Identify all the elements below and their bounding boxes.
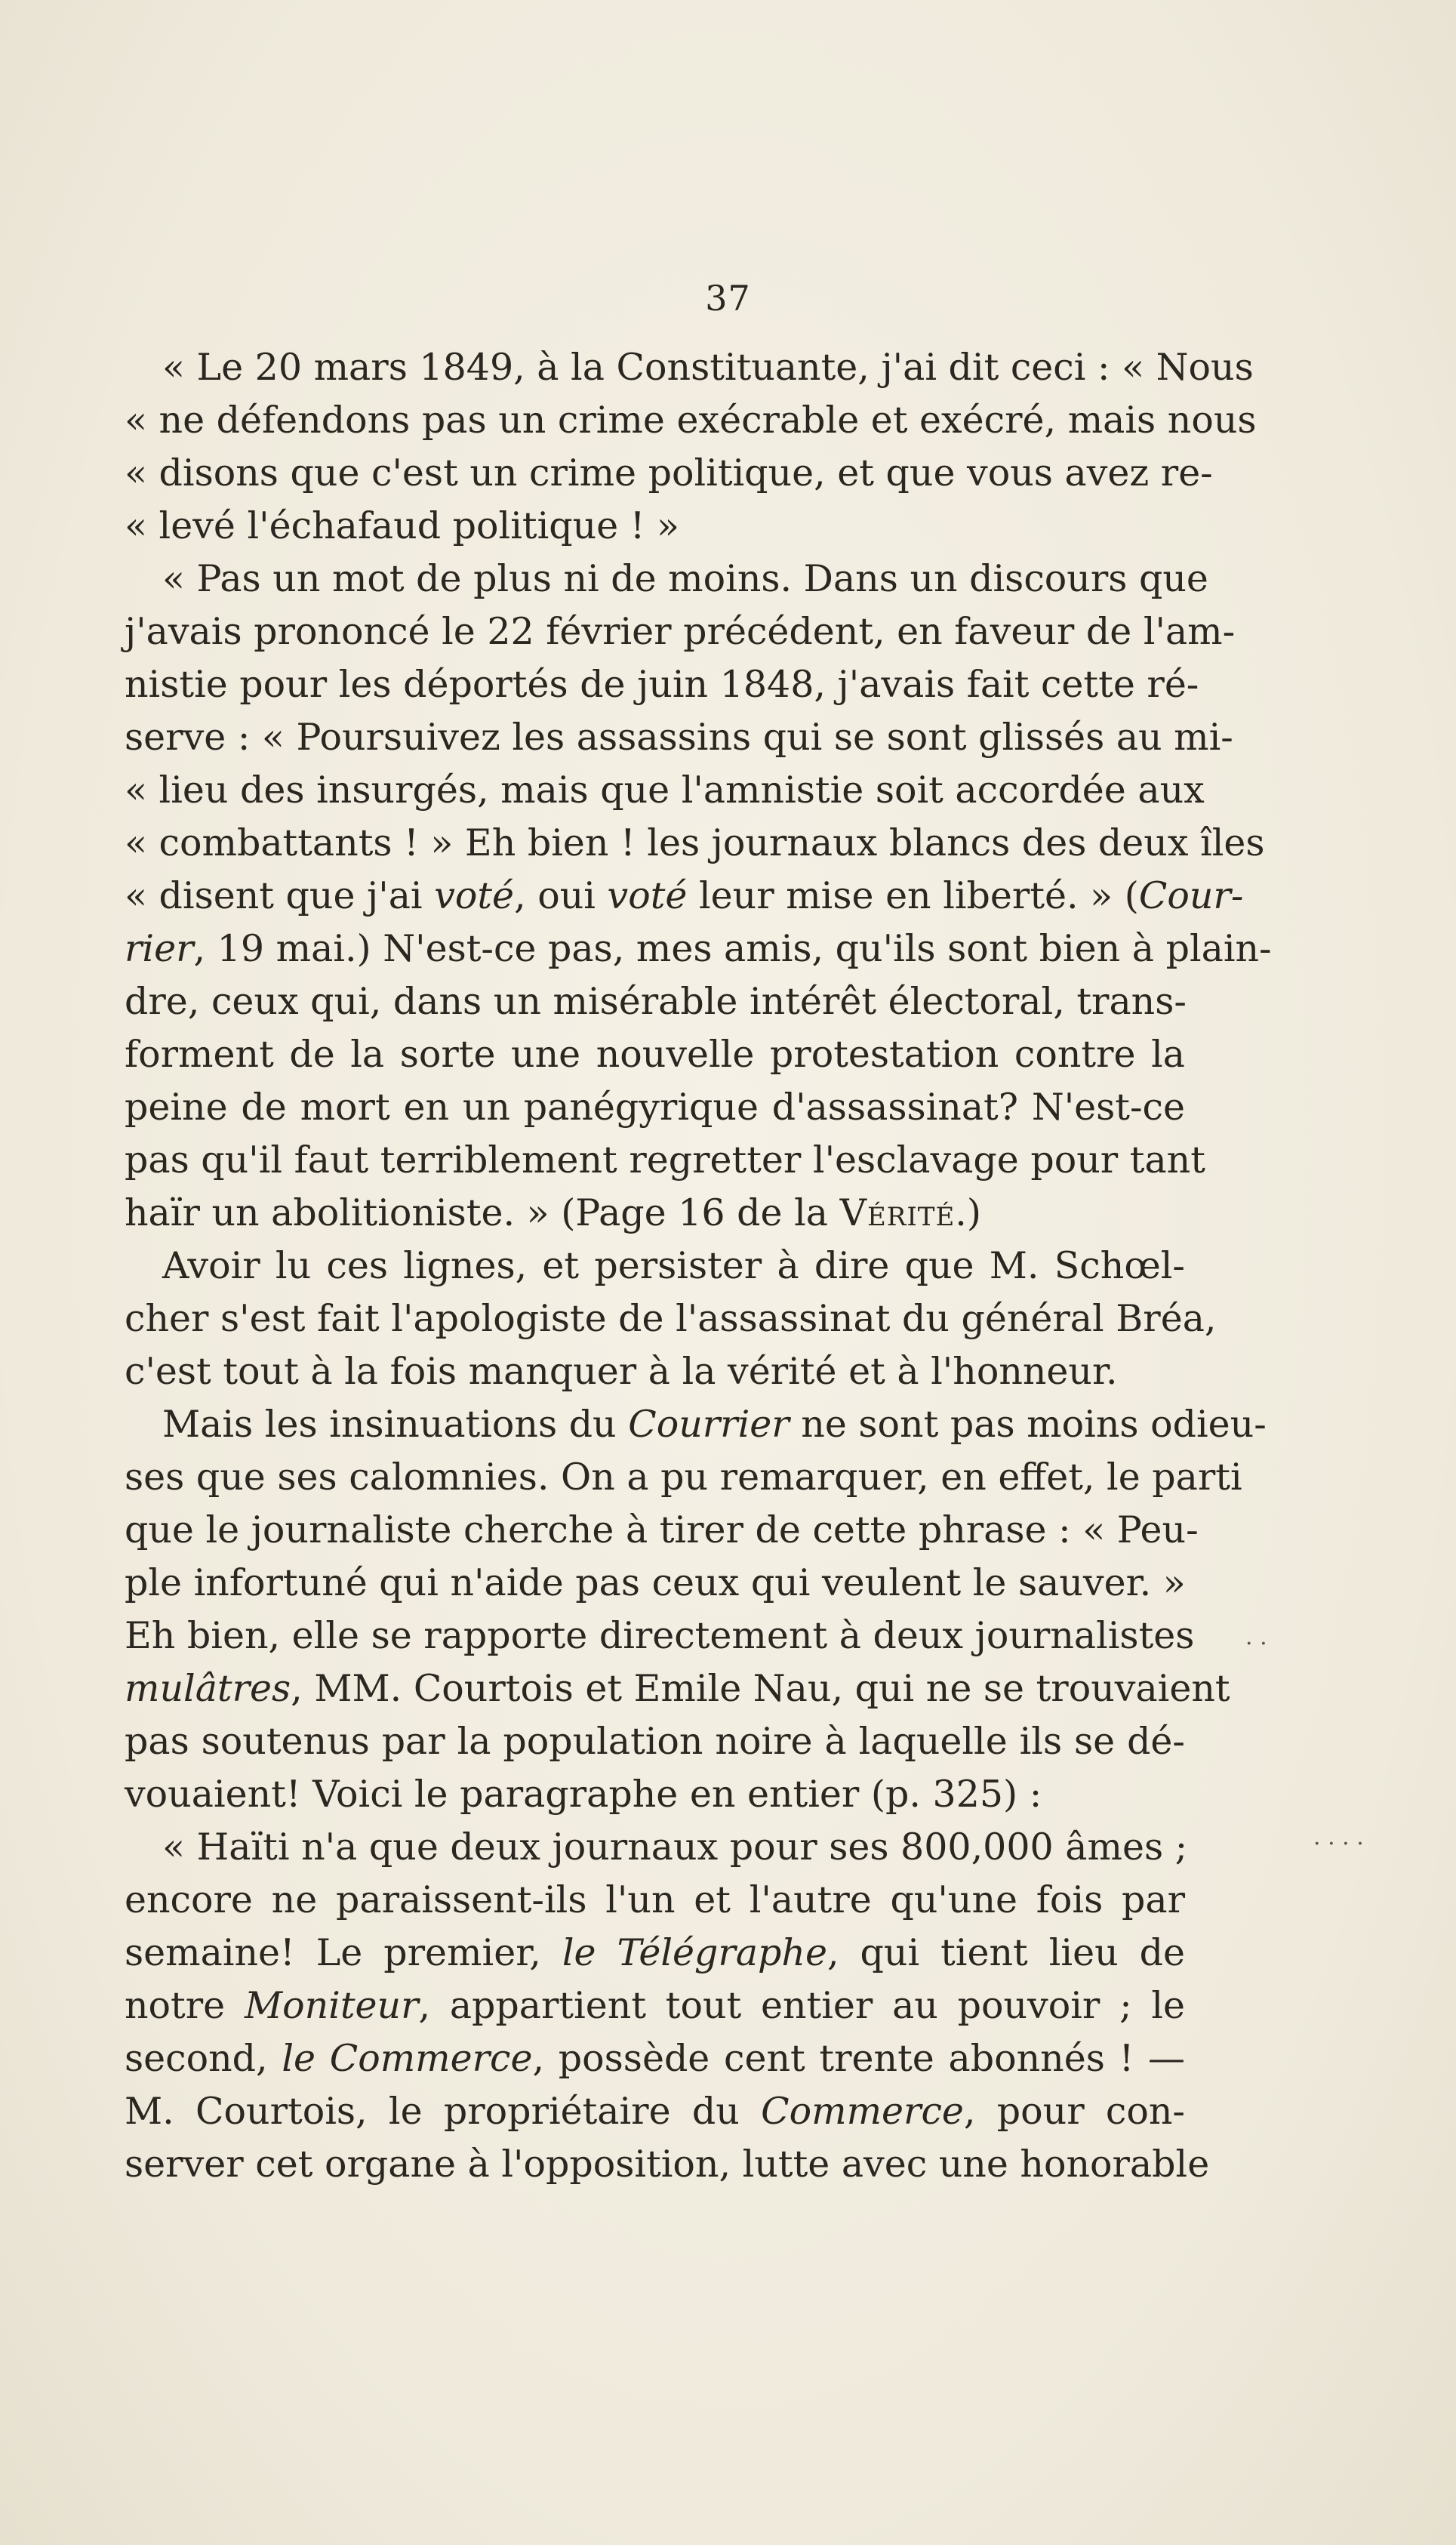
italic-text: Courrier [628,1403,790,1446]
text-line [125,711,1233,764]
text-segment: ses que ses calomnies. On a pu remarquer, en effet, le parti [125,1456,1242,1499]
italic-text: Cour- [1138,874,1244,917]
text-segment: Mais les insinuations du [162,1403,629,1446]
italic-text: voté [434,874,515,917]
text-line [125,1134,1205,1187]
text-segment: , possède cent trente abonnés ! — [532,2037,1185,2080]
text-segment: ne sont pas moins odieu- [789,1403,1267,1446]
text-segment: serve : « Poursuivez les assassins qui se sont glissés au mi- [125,716,1233,759]
text-segment: server cet organe à l'opposition, lutte avec une honorable [125,2143,1210,2186]
text-segment: , qui tient lieu de [827,1931,1185,1974]
text-line [125,1927,1185,1980]
text-segment: .) [955,1191,981,1234]
text-segment: c'est tout à la fois manquer à la vérité et à l'honneur. [125,1350,1118,1393]
text-segment: ple infortuné qui n'aide pas ceux qui veulent le sauver. » [125,1561,1186,1604]
text-segment: pas qu'il faut terriblement regretter l'esclavage pour tant [125,1138,1205,1182]
italic-text: Commerce [761,2090,964,2133]
page-number: 37 [705,278,751,319]
text-segment: semaine! Le premier, [125,1931,562,1974]
text-line [125,658,1199,711]
text-line [125,1768,1185,1821]
text-segment: forment de la sorte une nouvelle protestation contre la [125,1033,1185,1076]
text-segment: vouaient! Voici le paragraphe en entier (p. 325) : [125,1773,1042,1816]
text-line [125,1028,1185,1081]
text-line [125,1662,1230,1715]
text-segment: nistie pour les déportés de juin 1848, j'avais fait cette ré- [125,663,1199,706]
text-segment: cher s'est fait l'apologiste de l'assassinat du général Bréa, [125,1297,1217,1340]
margin-mark: · · · · [1313,1831,1364,1857]
italic-text: Moniteur [244,1984,419,2027]
text-segment: , pour con- [963,2090,1185,2133]
text-segment: « Haïti n'a que deux journaux pour ses 800,000 âmes ; [162,1826,1188,1869]
text-segment: « combattants ! » Eh bien ! les journaux blancs des deux îles [125,821,1265,864]
text-segment: Avoir lu ces lignes, et persister à dire que M. Schœl- [162,1244,1185,1287]
text-segment: « ne défendons pas un crime exécrable et exécré, mais nous [125,399,1257,442]
text-segment: M. Courtois, le propriétaire du [125,2090,762,2133]
text-segment: haïr un abolitioniste. » (Page 16 de la [125,1191,840,1234]
text-line [125,1980,1185,2032]
text-segment: , 19 mai.) N'est-ce pas, mes amis, qu'ils sont bien à plain- [193,927,1272,970]
text-line [125,1557,1185,1610]
text-line [125,2138,1210,2191]
text-segment: dre, ceux qui, dans un misérable intérêt électoral, trans- [125,980,1187,1023]
text-line [125,1345,1185,1398]
text-line [125,1874,1185,1927]
text-segment: « lieu des insurgés, mais que l'amnistie soit accordée aux [125,769,1205,812]
text-segment: second, [125,2037,282,2080]
text-segment: peine de mort en un panégyrique d'assassinat? N'est-ce [125,1086,1185,1129]
text-segment: « Pas un mot de plus ni de moins. Dans un discours que [162,557,1208,600]
text-line [125,2032,1185,2085]
text-segment: pas soutenus par la population noire à laquelle ils se dé- [125,1720,1185,1763]
text-line [125,817,1265,870]
text-line [125,1187,1185,1240]
text-line [125,870,1244,923]
text-line [125,1610,1195,1662]
text-segment: « levé l'échafaud politique ! » [125,504,679,547]
text-segment: , MM. Courtois et Emile Nau, qui ne se trouvaient [291,1667,1230,1710]
text-segment: leur mise en liberté. » ( [687,874,1139,917]
text-line [125,394,1257,447]
text-line [125,975,1185,1028]
text-segment: « disent que j'ai [125,874,435,917]
text-segment: , oui [514,874,608,917]
text-segment: j'avais prononcé le 22 février précédent, en faveur de l'am- [125,610,1236,653]
text-line [125,341,1254,394]
text-segment: encore ne paraissent-ils l'un et l'autre qu'une fois par [125,1878,1185,1921]
text-line [125,1081,1185,1134]
text-line [125,764,1205,817]
text-line [125,1451,1242,1504]
margin-mark: · · [1245,1631,1267,1657]
text-line [125,1240,1185,1293]
italic-text: voté [607,874,688,917]
small-caps-text: Vérité [839,1191,956,1234]
text-line [125,1504,1199,1557]
text-segment: que le journaliste cherche à tirer de cette phrase : « Peu- [125,1508,1199,1551]
body-text [125,341,1272,2191]
italic-text: le Commerce [282,2037,533,2080]
text-segment: , appartient tout entier au pouvoir ; le [418,1984,1186,2027]
text-segment: Eh bien, elle se rapporte directement à deux journalistes [125,1614,1195,1657]
text-line [125,2085,1185,2138]
text-line [125,447,1213,500]
italic-text: mulâtres [125,1667,291,1710]
text-line [125,923,1272,975]
italic-text: rier [125,927,194,970]
text-segment: « disons que c'est un crime politique, et que vous avez re- [125,451,1213,495]
text-segment: notre [125,1984,245,2027]
text-line [125,1293,1217,1345]
text-line [125,1715,1185,1768]
text-line [125,553,1208,605]
text-line [125,1821,1188,1874]
text-line [125,605,1236,658]
italic-text: le Télégraphe [562,1931,827,1974]
text-segment: « Le 20 mars 1849, à la Constituante, j'ai dit ceci : « Nous [162,346,1254,389]
text-line [125,500,1185,553]
text-line [125,1398,1267,1451]
